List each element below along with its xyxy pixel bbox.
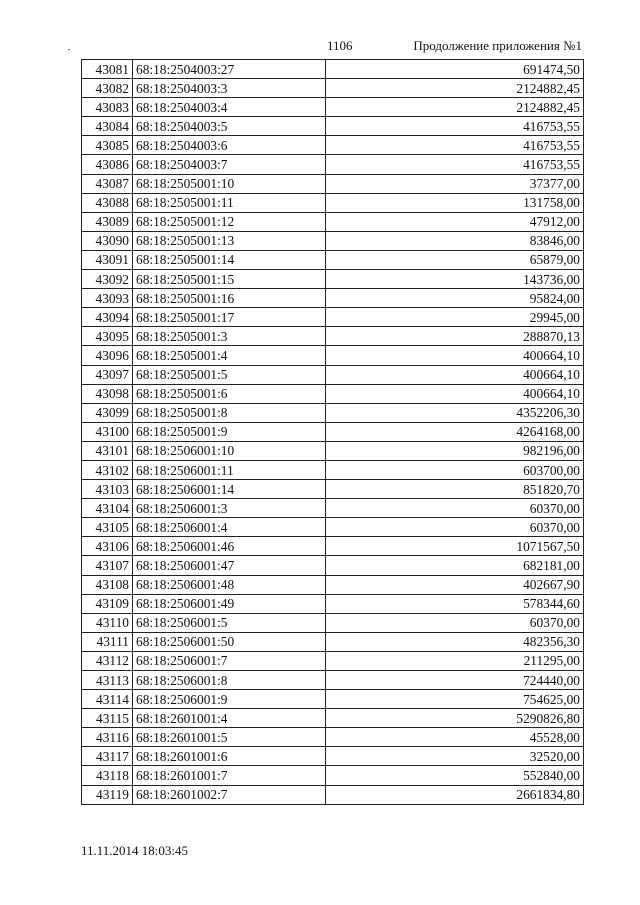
cadastral-number-cell: 68:18:2506001:10 bbox=[133, 441, 326, 460]
row-number-cell: 43119 bbox=[82, 785, 133, 804]
table-row bbox=[82, 155, 584, 174]
row-number-cell: 43082 bbox=[82, 79, 133, 98]
table-row bbox=[82, 575, 584, 594]
cadastral-value-cell: 754625,00 bbox=[326, 690, 584, 709]
cadastral-number-cell: 68:18:2506001:9 bbox=[133, 690, 326, 709]
cadastral-number-cell: 68:18:2504003:4 bbox=[133, 98, 326, 117]
cadastral-value-cell: 60370,00 bbox=[326, 613, 584, 632]
table-row bbox=[82, 231, 584, 250]
cadastral-value-cell: 400664,10 bbox=[326, 346, 584, 365]
row-number-cell: 43084 bbox=[82, 117, 133, 136]
cadastral-number-cell: 68:18:2504003:5 bbox=[133, 117, 326, 136]
row-number-cell: 43112 bbox=[82, 651, 133, 670]
row-number-cell: 43108 bbox=[82, 575, 133, 594]
row-number-cell: 43115 bbox=[82, 709, 133, 728]
row-number-cell: 43116 bbox=[82, 728, 133, 747]
table-row bbox=[82, 460, 584, 479]
table-row bbox=[82, 441, 584, 460]
table-row bbox=[82, 671, 584, 690]
table-row bbox=[82, 289, 584, 308]
row-number-cell: 43089 bbox=[82, 212, 133, 231]
cadastral-number-cell: 68:18:2601001:6 bbox=[133, 747, 326, 766]
row-number-cell: 43091 bbox=[82, 250, 133, 269]
cadastral-number-cell: 68:18:2505001:17 bbox=[133, 308, 326, 327]
row-number-cell: 43111 bbox=[82, 632, 133, 651]
cadastral-value-cell: 32520,00 bbox=[326, 747, 584, 766]
cadastral-value-cell: 552840,00 bbox=[326, 766, 584, 785]
cadastral-number-cell: 68:18:2506001:3 bbox=[133, 499, 326, 518]
row-number-cell: 43099 bbox=[82, 403, 133, 422]
cadastral-number-cell: 68:18:2506001:49 bbox=[133, 594, 326, 613]
row-number-cell: 43083 bbox=[82, 98, 133, 117]
cadastral-number-cell: 68:18:2505001:11 bbox=[133, 193, 326, 212]
row-number-cell: 43092 bbox=[82, 270, 133, 289]
page-caption: Продолжение приложения №1 bbox=[413, 38, 582, 53]
table-row bbox=[82, 766, 584, 785]
cadastral-value-cell: 682181,00 bbox=[326, 556, 584, 575]
cadastral-number-cell: 68:18:2506001:8 bbox=[133, 671, 326, 690]
cadastral-number-cell: 68:18:2505001:12 bbox=[133, 212, 326, 231]
table-row bbox=[82, 136, 584, 155]
row-number-cell: 43090 bbox=[82, 231, 133, 250]
cadastral-number-cell: 68:18:2506001:14 bbox=[133, 480, 326, 499]
table-row bbox=[82, 193, 584, 212]
cadastral-number-cell: 68:18:2504003:6 bbox=[133, 136, 326, 155]
table-row bbox=[82, 60, 584, 79]
row-number-cell: 43118 bbox=[82, 766, 133, 785]
cadastral-value-cell: 65879,00 bbox=[326, 250, 584, 269]
cadastral-value-cell: 4264168,00 bbox=[326, 422, 584, 441]
page-number: 1106 bbox=[327, 38, 353, 53]
row-number-cell: 43097 bbox=[82, 365, 133, 384]
cadastral-number-cell: 68:18:2505001:13 bbox=[133, 231, 326, 250]
cadastral-number-cell: 68:18:2601001:4 bbox=[133, 709, 326, 728]
table-row bbox=[82, 728, 584, 747]
scan-speck bbox=[68, 49, 70, 50]
table-row bbox=[82, 785, 584, 804]
cadastral-number-cell: 68:18:2504003:27 bbox=[133, 60, 326, 79]
row-number-cell: 43107 bbox=[82, 556, 133, 575]
cadastral-value-cell: 5290826,80 bbox=[326, 709, 584, 728]
table-row bbox=[82, 384, 584, 403]
cadastral-number-cell: 68:18:2506001:5 bbox=[133, 613, 326, 632]
cadastral-value-cell: 60370,00 bbox=[326, 518, 584, 537]
cadastral-value-cell: 131758,00 bbox=[326, 193, 584, 212]
cadastral-number-cell: 68:18:2505001:6 bbox=[133, 384, 326, 403]
cadastral-value-cell: 2661834,80 bbox=[326, 785, 584, 804]
cadastral-number-cell: 68:18:2505001:8 bbox=[133, 403, 326, 422]
cadastral-number-cell: 68:18:2505001:15 bbox=[133, 270, 326, 289]
cadastral-value-table bbox=[81, 59, 584, 805]
table-row bbox=[82, 613, 584, 632]
cadastral-number-cell: 68:18:2506001:47 bbox=[133, 556, 326, 575]
table-row bbox=[82, 480, 584, 499]
table-row bbox=[82, 98, 584, 117]
cadastral-number-cell: 68:18:2505001:4 bbox=[133, 346, 326, 365]
row-number-cell: 43114 bbox=[82, 690, 133, 709]
cadastral-value-cell: 603700,00 bbox=[326, 460, 584, 479]
row-number-cell: 43104 bbox=[82, 499, 133, 518]
cadastral-number-cell: 68:18:2505001:9 bbox=[133, 422, 326, 441]
cadastral-number-cell: 68:18:2506001:50 bbox=[133, 632, 326, 651]
table-row bbox=[82, 117, 584, 136]
cadastral-value-cell: 578344,60 bbox=[326, 594, 584, 613]
row-number-cell: 43109 bbox=[82, 594, 133, 613]
cadastral-number-cell: 68:18:2506001:4 bbox=[133, 518, 326, 537]
cadastral-number-cell: 68:18:2504003:7 bbox=[133, 155, 326, 174]
cadastral-value-cell: 400664,10 bbox=[326, 384, 584, 403]
cadastral-value-cell: 416753,55 bbox=[326, 155, 584, 174]
table-row bbox=[82, 632, 584, 651]
row-number-cell: 43103 bbox=[82, 480, 133, 499]
row-number-cell: 43117 bbox=[82, 747, 133, 766]
table-row bbox=[82, 174, 584, 193]
cadastral-value-cell: 416753,55 bbox=[326, 136, 584, 155]
cadastral-value-cell: 83846,00 bbox=[326, 231, 584, 250]
table-row bbox=[82, 79, 584, 98]
cadastral-value-cell: 288870,13 bbox=[326, 327, 584, 346]
cadastral-value-cell: 29945,00 bbox=[326, 308, 584, 327]
row-number-cell: 43110 bbox=[82, 613, 133, 632]
table-row bbox=[82, 594, 584, 613]
row-number-cell: 43100 bbox=[82, 422, 133, 441]
cadastral-value-cell: 1071567,50 bbox=[326, 537, 584, 556]
row-number-cell: 43093 bbox=[82, 289, 133, 308]
cadastral-number-cell: 68:18:2506001:46 bbox=[133, 537, 326, 556]
table-row bbox=[82, 403, 584, 422]
cadastral-value-cell: 2124882,45 bbox=[326, 79, 584, 98]
row-number-cell: 43095 bbox=[82, 327, 133, 346]
row-number-cell: 43101 bbox=[82, 441, 133, 460]
cadastral-number-cell: 68:18:2506001:7 bbox=[133, 651, 326, 670]
row-number-cell: 43098 bbox=[82, 384, 133, 403]
cadastral-value-cell: 60370,00 bbox=[326, 499, 584, 518]
row-number-cell: 43094 bbox=[82, 308, 133, 327]
table-row bbox=[82, 250, 584, 269]
row-number-cell: 43081 bbox=[82, 60, 133, 79]
table-body bbox=[82, 60, 584, 805]
table-row bbox=[82, 327, 584, 346]
row-number-cell: 43105 bbox=[82, 518, 133, 537]
table-row bbox=[82, 212, 584, 231]
cadastral-number-cell: 68:18:2601001:5 bbox=[133, 728, 326, 747]
cadastral-value-cell: 47912,00 bbox=[326, 212, 584, 231]
row-number-cell: 43088 bbox=[82, 193, 133, 212]
cadastral-value-cell: 211295,00 bbox=[326, 651, 584, 670]
cadastral-value-cell: 37377,00 bbox=[326, 174, 584, 193]
table-row bbox=[82, 346, 584, 365]
cadastral-number-cell: 68:18:2601001:7 bbox=[133, 766, 326, 785]
table-row bbox=[82, 365, 584, 384]
cadastral-number-cell: 68:18:2506001:11 bbox=[133, 460, 326, 479]
table-row bbox=[82, 709, 584, 728]
row-number-cell: 43096 bbox=[82, 346, 133, 365]
cadastral-value-cell: 724440,00 bbox=[326, 671, 584, 690]
table-row bbox=[82, 518, 584, 537]
cadastral-value-cell: 143736,00 bbox=[326, 270, 584, 289]
table-row bbox=[82, 499, 584, 518]
cadastral-number-cell: 68:18:2505001:5 bbox=[133, 365, 326, 384]
row-number-cell: 43106 bbox=[82, 537, 133, 556]
table-row bbox=[82, 422, 584, 441]
cadastral-number-cell: 68:18:2505001:14 bbox=[133, 250, 326, 269]
cadastral-value-cell: 2124882,45 bbox=[326, 98, 584, 117]
cadastral-value-cell: 45528,00 bbox=[326, 728, 584, 747]
table-row bbox=[82, 651, 584, 670]
row-number-cell: 43102 bbox=[82, 460, 133, 479]
table-row bbox=[82, 537, 584, 556]
cadastral-value-cell: 4352206,30 bbox=[326, 403, 584, 422]
row-number-cell: 43113 bbox=[82, 671, 133, 690]
table-row bbox=[82, 747, 584, 766]
table-row bbox=[82, 690, 584, 709]
cadastral-number-cell: 68:18:2505001:10 bbox=[133, 174, 326, 193]
cadastral-value-cell: 851820,70 bbox=[326, 480, 584, 499]
cadastral-number-cell: 68:18:2505001:3 bbox=[133, 327, 326, 346]
table-row bbox=[82, 556, 584, 575]
cadastral-number-cell: 68:18:2506001:48 bbox=[133, 575, 326, 594]
cadastral-value-cell: 691474,50 bbox=[326, 60, 584, 79]
cadastral-value-cell: 400664,10 bbox=[326, 365, 584, 384]
row-number-cell: 43085 bbox=[82, 136, 133, 155]
cadastral-value-cell: 95824,00 bbox=[326, 289, 584, 308]
cadastral-number-cell: 68:18:2601002:7 bbox=[133, 785, 326, 804]
cadastral-value-cell: 402667,90 bbox=[326, 575, 584, 594]
print-timestamp: 11.11.2014 18:03:45 bbox=[81, 843, 189, 858]
table-row bbox=[82, 308, 584, 327]
table-row bbox=[82, 270, 584, 289]
cadastral-value-cell: 982196,00 bbox=[326, 441, 584, 460]
cadastral-value-cell: 482356,30 bbox=[326, 632, 584, 651]
cadastral-number-cell: 68:18:2505001:16 bbox=[133, 289, 326, 308]
row-number-cell: 43086 bbox=[82, 155, 133, 174]
cadastral-number-cell: 68:18:2504003:3 bbox=[133, 79, 326, 98]
row-number-cell: 43087 bbox=[82, 174, 133, 193]
cadastral-value-cell: 416753,55 bbox=[326, 117, 584, 136]
